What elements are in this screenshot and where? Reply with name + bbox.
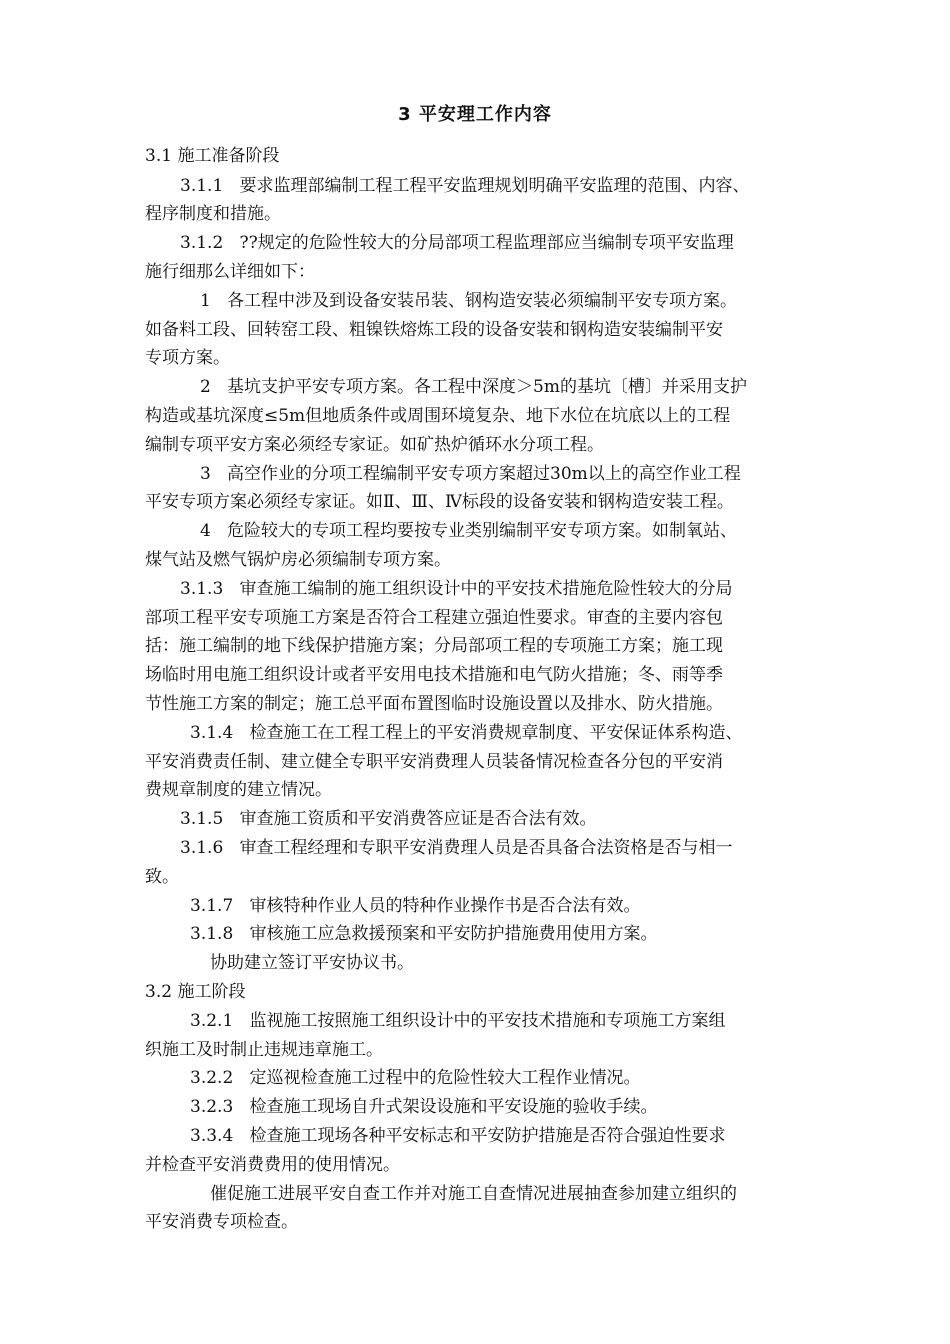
paragraph-line: 3 高空作业的分项工程编制平安专项方案超过30m以上的高空作业工程 <box>200 464 741 484</box>
paragraph-line: 编制专项平安方案必须经专家证。如矿热炉循环水分项工程。 <box>145 435 604 455</box>
subsection-heading: 3.1 施工准备阶段 <box>145 146 280 166</box>
paragraph-line: 节性施工方案的制定；施工总平面布置图临时设施设置以及排水、防火措施。 <box>145 694 723 714</box>
paragraph-line: 如备料工段、回转窑工段、粗镍铁熔炼工段的设备安装和钢构造安装编制平安 <box>145 320 723 340</box>
paragraph-line: 协助建立签订平安协议书。 <box>210 953 414 973</box>
paragraph-line: 3.1.4 检查施工在工程工程上的平安消费规章制度、平安保证体系构造、 <box>190 723 743 743</box>
section-title: 3 平安理工作内容 <box>398 104 552 125</box>
paragraph-line: 4 危险较大的专项工程均要按专业类别编制平安专项方案。如制氧站、 <box>200 521 738 541</box>
paragraph-line: 场临时用电施工组织设计或者平安用电技术措施和电气防火措施；冬、雨等季 <box>145 665 723 685</box>
paragraph-line: 程序制度和措施。 <box>145 204 281 224</box>
paragraph-line: 3.1.7 审核特种作业人员的特种作业操作书是否合法有效。 <box>190 896 641 916</box>
paragraph-line: 煤气站及燃气锅炉房必须编制专项方案。 <box>145 550 451 570</box>
paragraph-line: 并检查平安消费费用的使用情况。 <box>145 1155 400 1175</box>
paragraph-line: 3.2.3 检查施工现场自升式架设设施和平安设施的验收手续。 <box>190 1097 658 1117</box>
paragraph-line: 1 各工程中涉及到设备安装吊装、钢构造安装必须编制平安专项方案。 <box>200 291 738 311</box>
paragraph-line: 费规章制度的建立情况。 <box>145 780 332 800</box>
paragraph-line: 平安消费责任制、建立健全专职平安消费理人员装备情况检查各分包的平安消 <box>145 752 723 772</box>
paragraph-line: 构造或基坑深度≤5m但地质条件或周围环境复杂、地下水位在坑底以上的工程 <box>145 406 731 426</box>
paragraph-line: 平安消费专项检查。 <box>145 1212 298 1232</box>
paragraph-line: 施行细那么详细如下： <box>145 262 315 282</box>
paragraph-line: 致。 <box>145 867 179 887</box>
paragraph-line: 括：施工编制的地下线保护措施方案；分局部项工程的专项施工方案；施工现 <box>145 636 723 656</box>
paragraph-line: 3.1.3 审查施工编制的施工组织设计中的平安技术措施危险性较大的分局 <box>180 579 733 599</box>
paragraph-line: 部项工程平安专项施工方案是否符合工程建立强迫性要求。审查的主要内容包 <box>145 608 723 628</box>
paragraph-line: 3.1.2 ??规定的危险性较大的分局部项工程监理部应当编制专项平安监理 <box>180 233 734 253</box>
paragraph-line: 专项方案。 <box>145 348 230 368</box>
paragraph-line: 2 基坑支护平安专项方案。各工程中深度＞5m的基坑〔槽〕并采用支护 <box>200 377 747 397</box>
paragraph-line: 3.2.2 定巡视检查施工过程中的危险性较大工程作业情况。 <box>190 1068 641 1088</box>
paragraph-line: 3.2.1 监视施工按照施工组织设计中的平安技术措施和专项施工方案组 <box>190 1011 726 1031</box>
paragraph-line: 3.1.5 审查施工资质和平安消费答应证是否合法有效。 <box>180 809 597 829</box>
paragraph-line: 3.1.8 审核施工应急救援预案和平安防护措施费用使用方案。 <box>190 924 658 944</box>
paragraph-line: 3.1.1 要求监理部编制工程工程平安监理规划明确平安监理的范围、内容、 <box>180 176 750 196</box>
paragraph-line: 织施工及时制止违规违章施工。 <box>145 1040 383 1060</box>
paragraph-line: 催促施工进展平安自查工作并对施工自查情况进展抽查参加建立组织的 <box>210 1184 737 1204</box>
paragraph-line: 3.1.6 审查工程经理和专职平安消费理人员是否具备合法资格是否与相一 <box>180 838 733 858</box>
paragraph-line: 平安专项方案必须经专家证。如Ⅱ、Ⅲ、Ⅳ标段的设备安装和钢构造安装工程。 <box>145 492 734 512</box>
paragraph-line: 3.3.4 检查施工现场各种平安标志和平安防护措施是否符合强迫性要求 <box>190 1126 726 1146</box>
subsection-heading: 3.2 施工阶段 <box>145 982 246 1002</box>
